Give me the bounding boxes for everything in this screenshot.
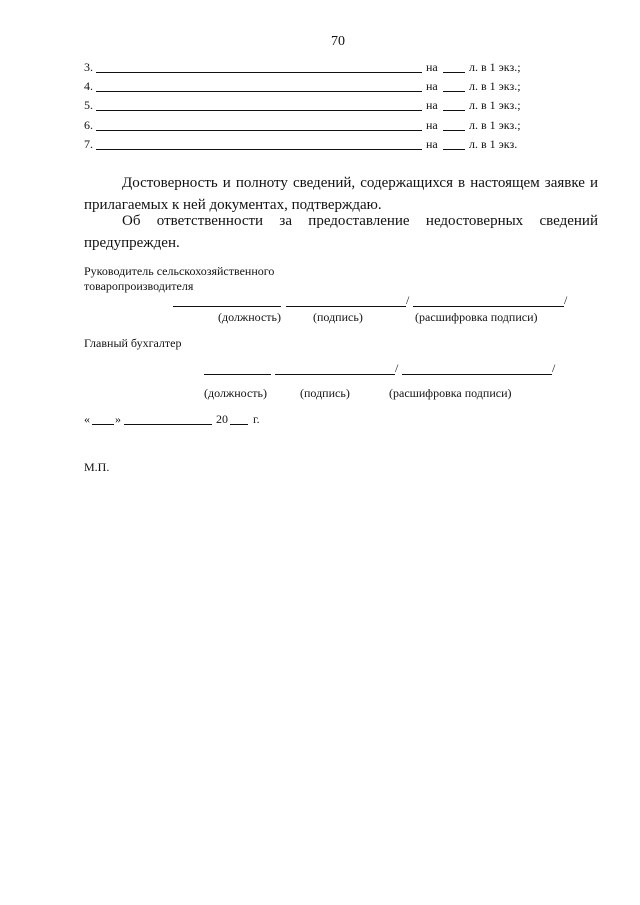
page-number: 70 bbox=[331, 34, 345, 49]
year-prefix: 20 bbox=[216, 412, 228, 426]
year-blank bbox=[230, 424, 248, 425]
pages-blank bbox=[443, 149, 465, 150]
head-caption-signature: (подпись) bbox=[313, 310, 363, 324]
item-number: 3. bbox=[84, 60, 93, 74]
item-copies: л. в 1 экз.; bbox=[469, 79, 521, 93]
item-blank-line bbox=[96, 72, 422, 73]
item-blank-line bbox=[96, 149, 422, 150]
date-close-quote: » bbox=[115, 412, 121, 426]
head-decoding-line bbox=[413, 306, 564, 307]
reliability-statement: Достоверность и полноту сведений, содержащихся в настоящем заявке и прилагаемых к ней документах, подтверждаю. bbox=[84, 175, 598, 213]
pages-blank bbox=[443, 130, 465, 131]
month-blank bbox=[124, 424, 212, 425]
accountant-decoding-line bbox=[402, 374, 552, 375]
item-on: на bbox=[426, 118, 438, 132]
item-copies: л. в 1 экз. bbox=[469, 137, 518, 151]
pages-blank bbox=[443, 110, 465, 111]
accountant-caption-position: (должность) bbox=[204, 386, 267, 400]
date-open-quote: « bbox=[84, 412, 90, 426]
accountant-caption-decoding: (расшифровка подписи) bbox=[389, 386, 512, 400]
item-blank-line bbox=[96, 91, 422, 92]
item-copies: л. в 1 экз.; bbox=[469, 118, 521, 132]
item-blank-line bbox=[96, 130, 422, 131]
head-position-line bbox=[173, 306, 281, 307]
item-number: 4. bbox=[84, 79, 93, 93]
item-on: на bbox=[426, 137, 438, 151]
item-number: 7. bbox=[84, 137, 93, 151]
head-caption-decoding: (расшифровка подписи) bbox=[415, 310, 538, 324]
pages-blank bbox=[443, 72, 465, 73]
item-copies: л. в 1 экз.; bbox=[469, 60, 521, 74]
year-suffix: г. bbox=[253, 412, 260, 426]
slash: / bbox=[406, 293, 410, 307]
accountant-caption-signature: (подпись) bbox=[300, 386, 350, 400]
slash: / bbox=[395, 361, 399, 375]
day-blank bbox=[92, 424, 114, 425]
item-on: на bbox=[426, 98, 438, 112]
item-on: на bbox=[426, 60, 438, 74]
responsibility-statement: Об ответственности за предоставление недостоверных сведений предупрежден. bbox=[84, 213, 598, 251]
accountant-title: Главный бухгалтер bbox=[84, 336, 182, 350]
head-title-line1: Руководитель сельскохозяйственного bbox=[84, 264, 275, 278]
head-title-line2: товаропроизводителя bbox=[84, 279, 194, 293]
head-signature-line bbox=[286, 306, 406, 307]
slash: / bbox=[564, 293, 568, 307]
item-number: 5. bbox=[84, 98, 93, 112]
accountant-position-line bbox=[204, 374, 271, 375]
item-number: 6. bbox=[84, 118, 93, 132]
slash: / bbox=[552, 361, 556, 375]
head-caption-position: (должность) bbox=[218, 310, 281, 324]
item-blank-line bbox=[96, 110, 422, 111]
item-on: на bbox=[426, 79, 438, 93]
pages-blank bbox=[443, 91, 465, 92]
item-copies: л. в 1 экз.; bbox=[469, 98, 521, 112]
stamp-label: М.П. bbox=[84, 460, 110, 474]
accountant-signature-line bbox=[275, 374, 395, 375]
